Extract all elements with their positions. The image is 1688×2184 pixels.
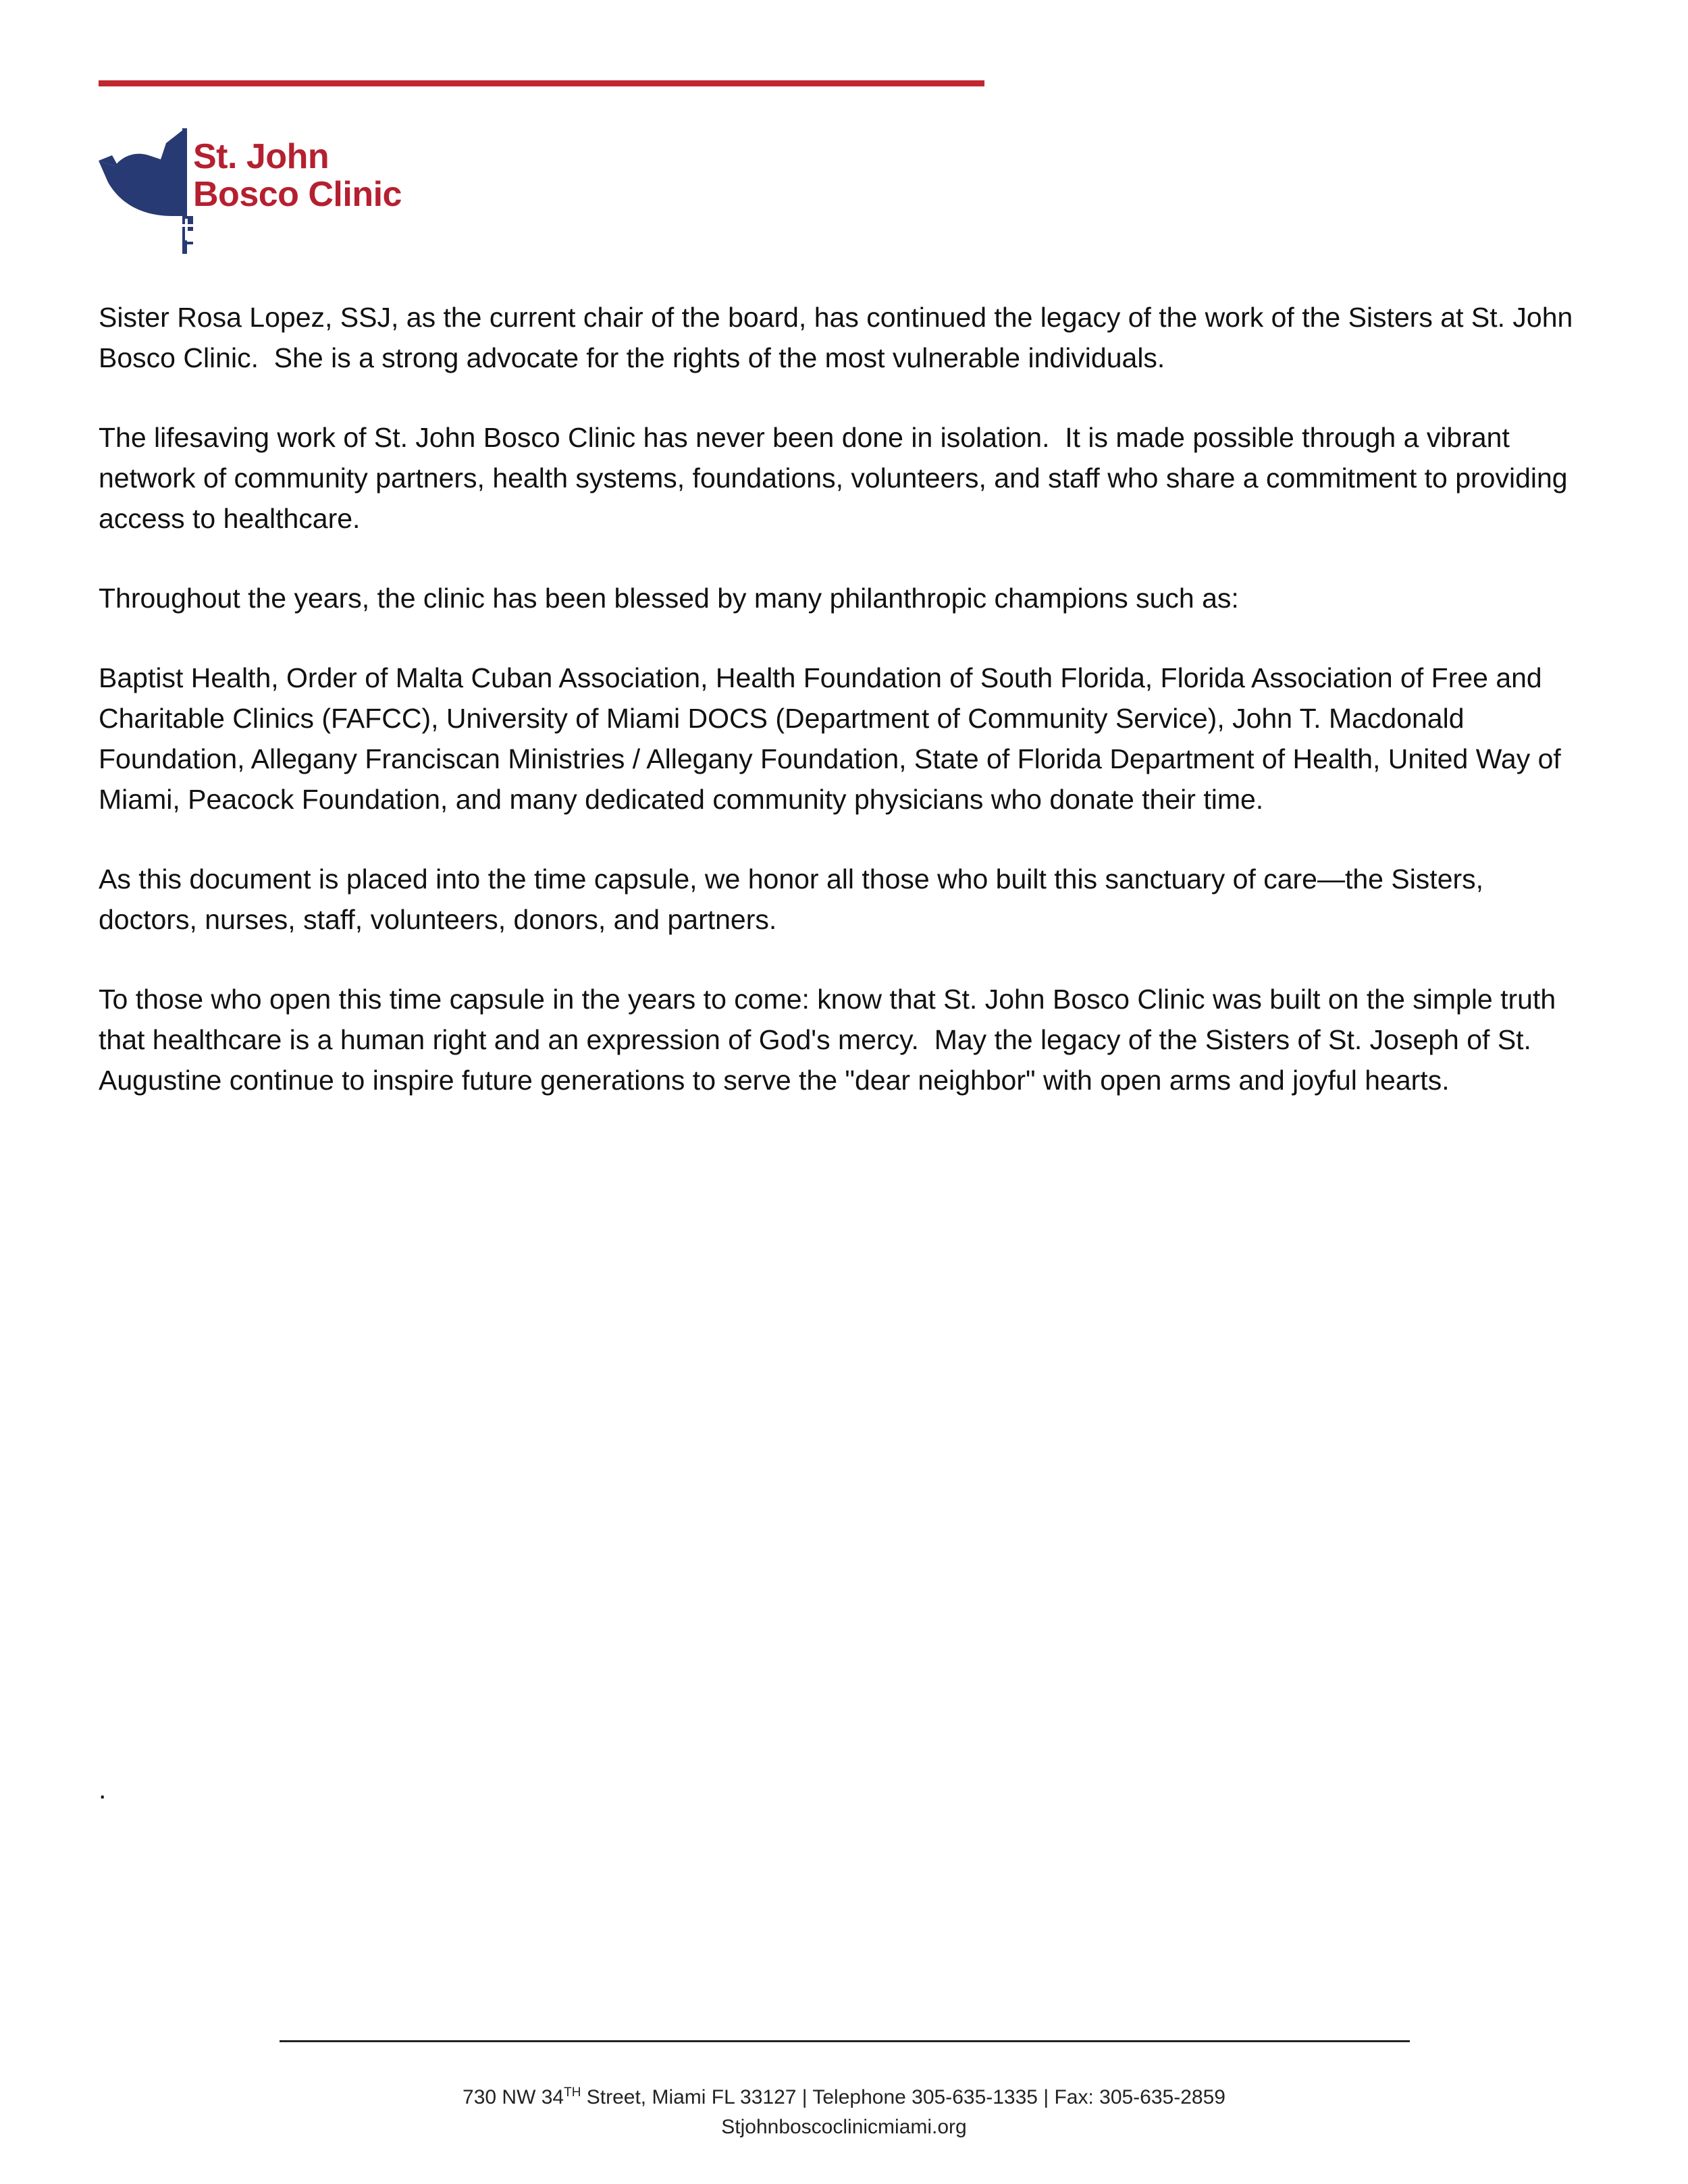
address-suffix: Street, Miami FL 33127 | Telephone 305-635-1335 | Fax: 305-635-2859 [581,2086,1225,2108]
clinic-logo [99,128,409,257]
footer-rule [280,2040,1410,2042]
paragraph-board-chair: Sister Rosa Lopez, SSJ, as the current chair of the board, has continued the legacy of the work of the Sisters at St. John Bosco Clinic. She is a strong advocate for the rights of the most vulnerable individuals. [99,302,1581,373]
header-red-rule [99,80,984,86]
stray-period: . [99,1774,107,1805]
address-superscript: TH [564,2085,581,2100]
letter-body [99,297,1584,1140]
footer-website: Stjohnboscoclinicmiami.org [721,2116,967,2138]
footer-address [0,2083,1688,2112]
paragraph-network: The lifesaving work of St. John Bosco Clinic has never been done in isolation. It is made possible through a vibrant network of community partners, health systems, foundations, volunteers, and staff who share a commitment to providing access to healthcare. [99,422,1575,534]
logo-wordmark [193,138,402,213]
dove-cross-icon [99,128,193,257]
logo-line-2: Bosco Clinic [193,175,402,214]
address-prefix: 730 NW 34 [463,2086,564,2108]
paragraph-closing: To those who open this time capsule in the years to come: know that St. John Bosco Clinic was built on the simple truth that healthcare is a human right and an expression of God's mercy. May the legacy of the Sisters of St. Joseph of St. Augustine continue to inspire future generations to serve the "dear neighbor" with open arms and joyful hearts. [99,984,1564,1096]
paragraph-champions-list: Baptist Health, Order of Malta Cuban Association, Health Foundation of South Florida, Florida Association of Free and Charitable Clinics (FAFCC), University of Miami DOCS (Department of Community Service), John T. Macdonald Foundation, Allegany Franciscan Ministries / Allegany Foundation, State of Florida Department of Health, United Way of Miami, Peacock Foundation, and many dedicated community physicians who donate their time. [99,662,1569,815]
paragraph-time-capsule: As this document is placed into the time capsule, we honor all those who built this sanctuary of care—the Sisters, doctors, nurses, staff, volunteers, donors, and partners. [99,863,1492,935]
logo-line-1: St. John [193,137,329,176]
footer [0,2083,1688,2142]
paragraph-champions-intro: Throughout the years, the clinic has been blessed by many philanthropic champions such as: [99,583,1239,614]
